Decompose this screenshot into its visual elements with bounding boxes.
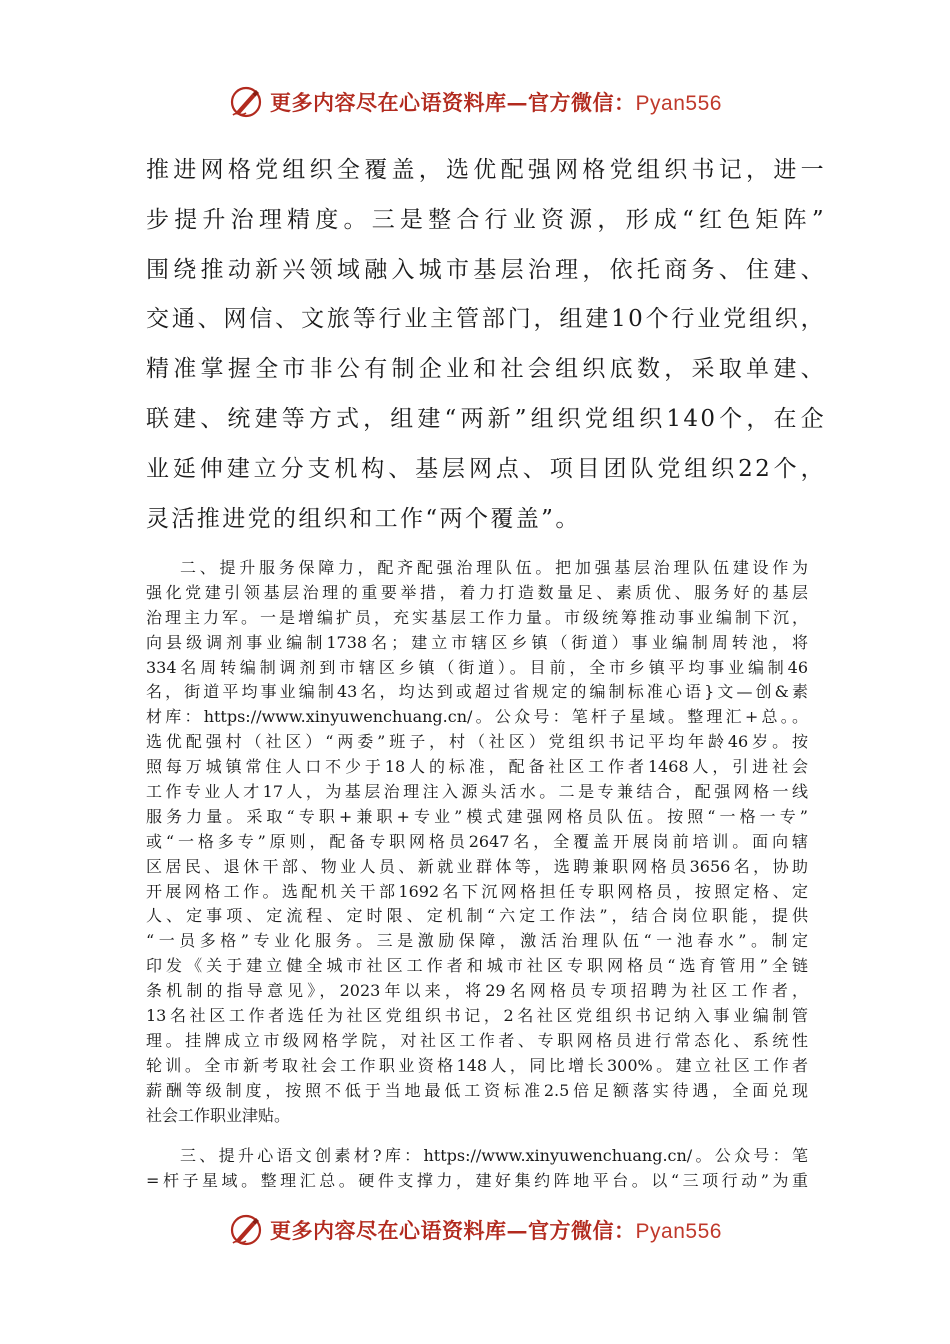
text-line: 步提升治理精度。三是整合行业资源，形成“红色矩阵” (146, 206, 826, 233)
text-line: 轮训。全市新考取社会工作职业资格148人，同比增长300%。建立社区工作者 (146, 1055, 808, 1075)
text-line: 或“一格多专”原则，配备专职网格员2647名，全覆盖开展岗前培训。面向辖 (146, 831, 808, 851)
text-line: 区居民、退休干部、物业人员、新就业群体等，选聘兼职网格员3656名，协助 (146, 856, 808, 876)
footer-watermark-banner (0, 1208, 950, 1252)
paragraph-gap (146, 1128, 808, 1144)
pen-logo-icon (228, 1212, 264, 1248)
text-line: =杆子星域。整理汇总。硬件支撑力，建好集约阵地平台。以“三项行动”为重 (146, 1171, 808, 1191)
text-line: 材库：https://www.xinyuwenchuang.cn/。公众号：笔杆子星域。整理汇+总。。 (146, 707, 808, 727)
banner-text: 更多内容尽在心语资料库—官方微信：Pyan556 (270, 90, 722, 115)
text-line: 强化党建引领基层治理的重要举措，着力打造数量足、素质优、服务好的基层 (146, 582, 808, 602)
text-line: 围绕推动新兴领域融入城市基层治理，依托商务、住建、 (146, 256, 826, 283)
text-line: 条机制的指导意见》，2023年以来，将29名网格员专项招聘为社区工作者， (146, 981, 808, 1001)
text-line: 业延伸建立分支机构、基层网点、项目团队党组织22个， (146, 455, 826, 482)
text-line: 薪酬等级制度，按照不低于当地最低工资标准2.5倍足额落实待遇，全面兑现 (146, 1080, 808, 1100)
section-3-paragraph (146, 1144, 808, 1194)
text-line: 推进网格党组织全覆盖，选优配强网格党组织书记，进一 (146, 157, 826, 183)
text-line: 社会工作职业津贴。 (146, 1105, 291, 1125)
body-sections (146, 556, 808, 1194)
text-line: 三、提升心语文创素材?库：https://www.xinyuwenchuang.cn/。公众号：笔 (180, 1146, 808, 1166)
text-line: 联建、统建等方式，组建“两新”组织党组织140个，在企 (146, 405, 826, 432)
text-line: 理。挂牌成立市级网格学院，对社区工作者、专职网格员进行常态化、系统性 (146, 1030, 808, 1050)
text-line: 服务力量。采取“专职+兼职+专业”模式建强网格员队伍。按照“一格一专” (146, 806, 808, 826)
text-line: 工作专业人才17人，为基层治理注入源头活水。二是专兼结合，配强网格一线 (146, 782, 808, 802)
header-watermark-banner (0, 80, 950, 124)
text-line: 向县级调剂事业编制1738名；建立市辖区乡镇（街道）事业编制周转池，将 (146, 632, 808, 652)
pen-logo-icon (228, 84, 264, 120)
text-line: 精准掌握全市非公有制企业和社会组织底数，采取单建、 (146, 356, 826, 383)
text-line: 灵活推进党的组织和工作“两个覆盖”。 (146, 505, 581, 532)
text-line: 334名周转编制调剂到市辖区乡镇（街道）。目前，全市乡镇平均事业编制46 (146, 657, 808, 677)
text-line: 照每万城镇常住人口不少于18人的标准，配备社区工作者1468人，引进社会 (146, 757, 808, 777)
text-line: 开展网格工作。选配机关干部1692名下沉网格担任专职网格员，按照定格、定 (146, 881, 808, 901)
text-line: 13名社区工作者选任为社区党组织书记，2名社区党组织书记纳入事业编制管 (146, 1006, 808, 1026)
text-line: 印发《关于建立健全城市社区工作者和城市社区专职网格员“选育管用”全链 (146, 956, 808, 976)
text-line: “一员多格”专业化服务。三是激励保障，激活治理队伍“一池春水”。制定 (146, 931, 808, 951)
section-2-paragraph (146, 556, 808, 1128)
banner-text: 更多内容尽在心语资料库—官方微信：Pyan556 (270, 1218, 722, 1243)
text-line: 交通、网信、文旅等行业主管部门，组建10个行业党组织， (146, 306, 826, 333)
text-line: 人、定事项、定流程、定时限、定机制“六定工作法”，结合岗位职能，提供 (146, 906, 808, 926)
text-line: 二、提升服务保障力，配齐配强治理队伍。把加强基层治理队伍建设作为 (180, 558, 808, 577)
text-line: 选优配强村（社区）“两委”班子，村（社区）党组织书记平均年龄46岁。按 (146, 732, 808, 752)
text-line: 治理主力军。一是增编扩员，充实基层工作力量。市级统筹推动事业编制下沉， (146, 607, 808, 627)
continuation-paragraph (146, 146, 826, 544)
text-line: 名，街道平均事业编制43名，均达到或超过省规定的编制标准心语}文—创&素 (146, 682, 808, 702)
